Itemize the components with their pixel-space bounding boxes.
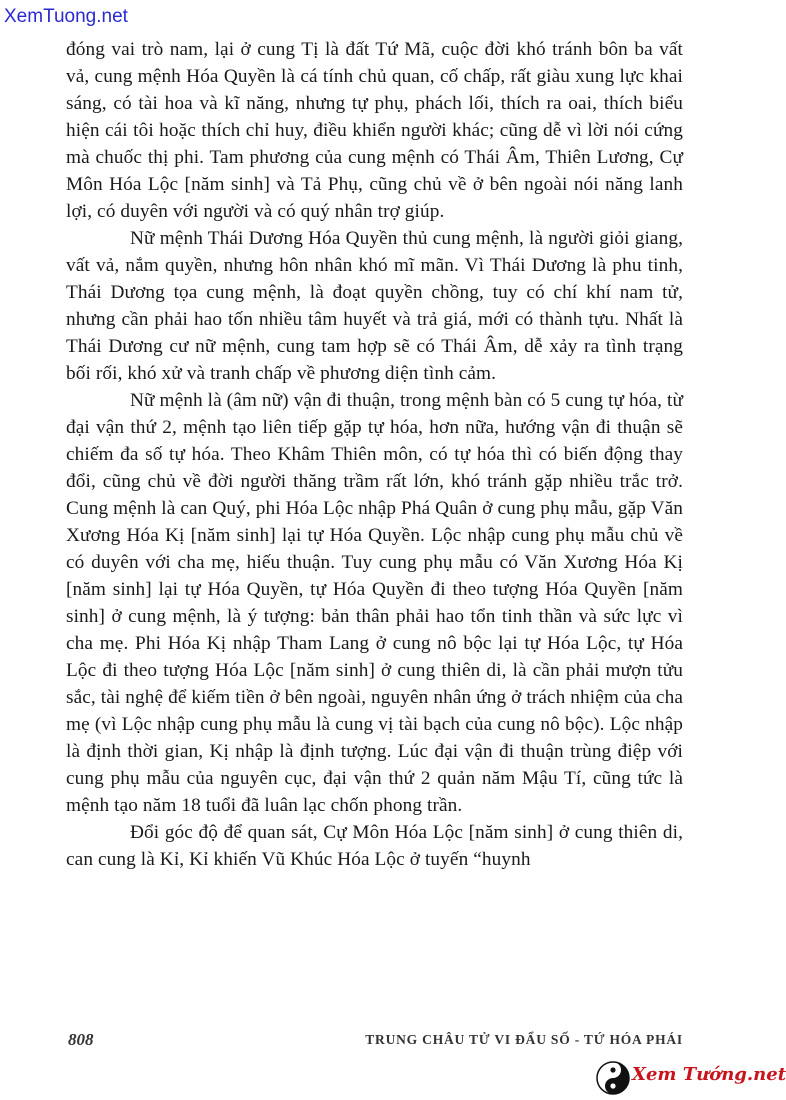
page-number: 808 bbox=[68, 1030, 94, 1049]
paragraph-4: Đổi góc độ để quan sát, Cự Môn Hóa Lộc [năm sinh] ở cung thiên di, can cung là Kỉ, Kỉ khiến Vũ Khúc Hóa Lộc ở tuyến “huynh bbox=[66, 822, 683, 870]
paragraph-2: Nữ mệnh Thái Dương Hóa Quyền thủ cung mệnh, là người giỏi giang, vất vả, nắm quyền, nhưng hôn nhân khó mĩ mãn. Vì Thái Dương là phu tinh, Thái Dương tọa cung mệnh, là đoạt quyền chồng, tuy có chí khí nam tử, nhưng cần phải hao tốn nhiều tâm huyết và trả giá, mới có thành tựu. Nhất là Thái Dương cư nữ mệnh, cung tam hợp sẽ có Thái Âm, dễ xảy ra tình trạng bối rối, khó xử và tranh chấp về phương diện tình cảm. bbox=[66, 228, 683, 384]
page-body bbox=[66, 36, 683, 873]
paragraph-3: Nữ mệnh là (âm nữ) vận đi thuận, trong mệnh bàn có 5 cung tự hóa, từ đại vận thứ 2, mệnh tạo liên tiếp gặp tự hóa, hơn nữa, hướng vận đi thuận sẽ chiếm đa số tự hóa. Theo Khâm Thiên môn, có tự hóa thì có biến động thay đổi, cũng chủ về đời người thăng trầm rất lớn, khó tránh gặp nhiều trắc trở. Cung mệnh là can Quý, phi Hóa Lộc nhập Phá Quân ở cung phụ mẫu, gặp Văn Xương Hóa Kị [năm sinh] lại tự Hóa Quyền. Lộc nhập cung phụ mẫu chủ về có duyên với cha mẹ, hiếu thuận. Tuy cung phụ mẫu có Văn Xương Hóa Kị [năm sinh] lại tự Hóa Quyền, tự Hóa Quyền đi theo tượng Hóa Quyền [năm sinh] ở cung mệnh, là ý tượng: bản thân phải hao tổn tinh thần và sức lực vì cha mẹ. Phi Hóa Kị nhập Tham Lang ở cung nô bộc lại tự Hóa Lộc, tự Hóa Lộc đi theo tượng Hóa Lộc [năm sinh] ở cung thiên di, là cần phải mượn tửu sắc, tài nghệ để kiếm tiền ở bên ngoài, nguyên nhân ứng ở trách nhiệm của cha mẹ (vì Lộc nhập cung phụ mẫu là cung vị tài bạch của cung nô bộc). Lộc nhập là định thời gian, Kị nhập là định tượng. Lúc đại vận đi thuận trùng điệp với cung phụ mẫu của nguyên cục, đại vận thứ 2 quản năm Mậu Tí, cũng tức là mệnh tạo năm 18 tuổi đã luân lạc chốn phong trần. bbox=[66, 390, 684, 816]
site-logo bbox=[596, 1058, 786, 1098]
logo-text: Xem Tướng.net bbox=[632, 1064, 786, 1085]
page-footer bbox=[66, 1030, 683, 1054]
paragraph-1: đóng vai trò nam, lại ở cung Tị là đất Tứ Mã, cuộc đời khó tránh bôn ba vất vả, cung mệnh Hóa Quyền là cá tính chủ quan, cố chấp, rất giàu xung lực khai sáng, có tài hoa và kĩ năng, nhưng tự phụ, phách lối, thích ra oai, thích biểu hiện cái tôi hoặc thích chỉ huy, điều khiển người khác; cũng dễ vì lời nói cứng mà chuốc thị phi. Tam phương của cung mệnh có Thái Âm, Thiên Lương, Cự Môn Hóa Lộc [năm sinh] và Tả Phụ, cũng chủ về ở bên ngoài nói năng lanh lợi, có duyên với người và có quý nhân trợ giúp. bbox=[66, 39, 683, 222]
yin-yang-icon bbox=[596, 1061, 630, 1095]
running-title: TRUNG CHÂU TỬ VI ĐẨU SỐ - TỨ HÓA PHÁI bbox=[365, 1032, 683, 1047]
site-watermark: XemTuong.net bbox=[4, 6, 128, 27]
